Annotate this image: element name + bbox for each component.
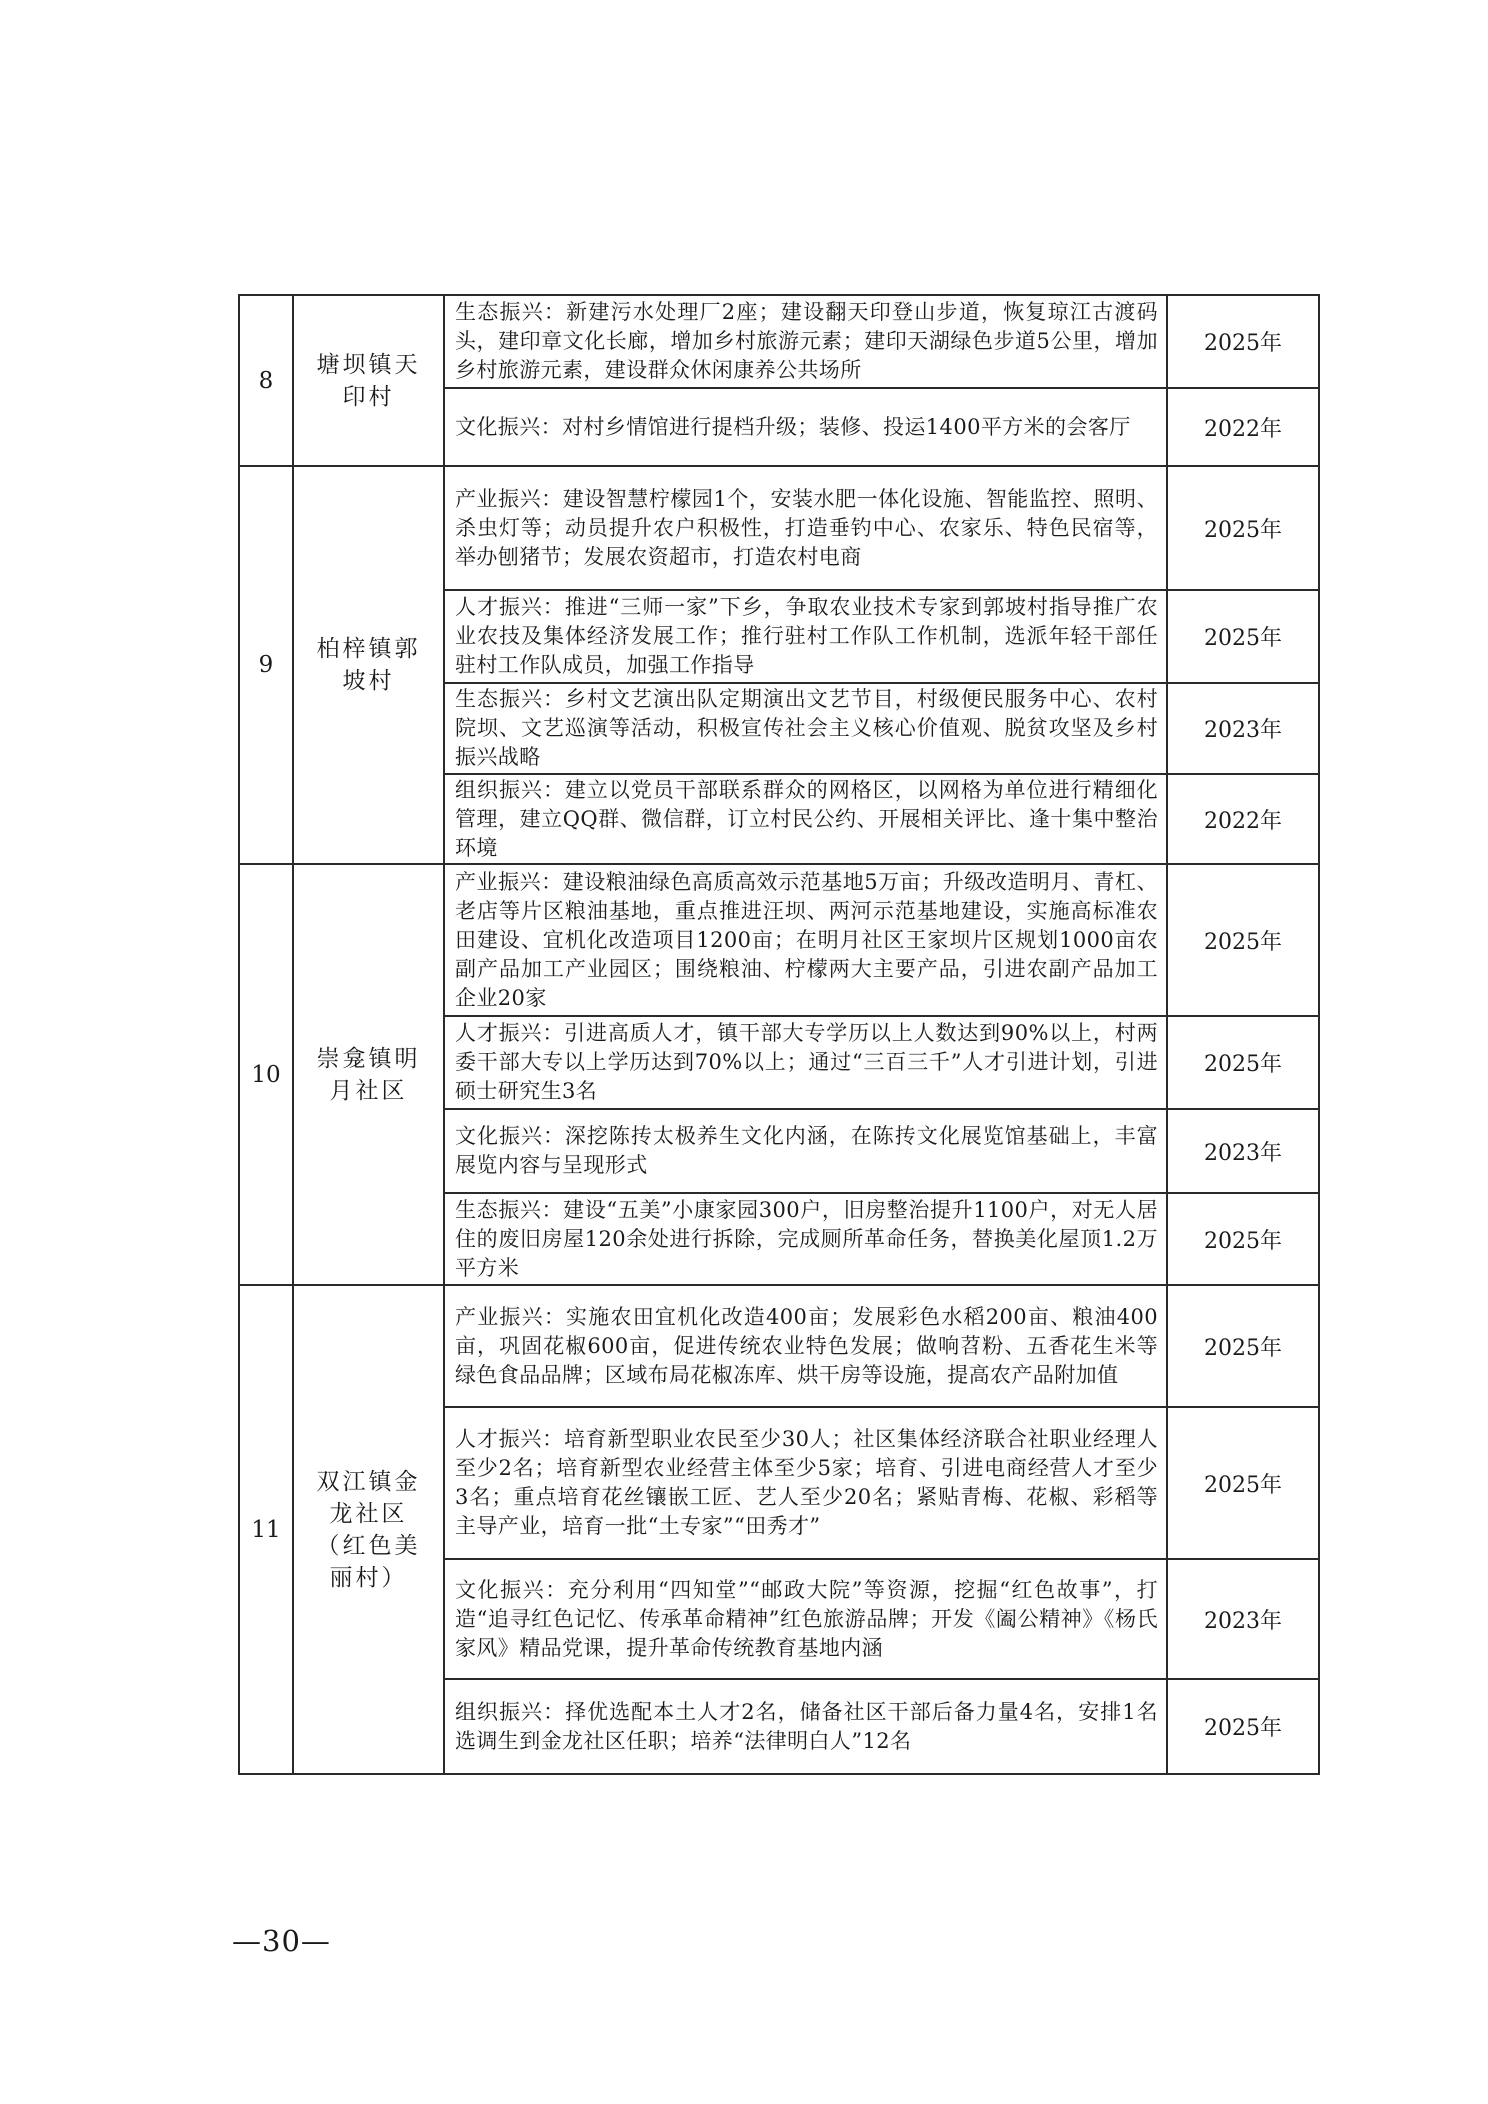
target-year: 2025年 [1167, 864, 1319, 1016]
village-name: 崇龛镇明月社区 [293, 864, 444, 1285]
project-table [238, 294, 1320, 1775]
task-description: 人才振兴：培育新型职业农民至少30人；社区集体经济联合社职业经理人至少2名；培育新型农业经营主体至少5家；培育、引进电商经营人才至少3名；重点培育花丝镶嵌工匠、艺人至少20名；紧贴青梅、花椒、彩稻等主导产业，培育一批“土专家”“田秀才” [444, 1407, 1167, 1559]
task-description: 人才振兴：引进高质人才，镇干部大专学历以上人数达到90%以上，村两委干部大专以上学历达到70%以上；通过“三百三千”人才引进计划，引进硕士研究生3名 [444, 1016, 1167, 1109]
task-description: 生态振兴：新建污水处理厂2座；建设翻天印登山步道，恢复琼江古渡码头，建印章文化长廊，增加乡村旅游元素；建印天湖绿色步道5公里，增加乡村旅游元素，建设群众休闲康养公共场所 [444, 295, 1167, 388]
village-name: 塘坝镇天印村 [293, 295, 444, 466]
target-year: 2025年 [1167, 1285, 1319, 1407]
page-number: —30— [232, 1924, 331, 1958]
table-row [239, 295, 1319, 388]
task-description: 生态振兴：建设“五美”小康家园300户，旧房整治提升1100户，对无人居住的废旧房屋120余处进行拆除，完成厕所革命任务，替换美化屋顶1.2万平方米 [444, 1193, 1167, 1285]
row-number: 9 [239, 466, 293, 864]
task-description: 人才振兴：推进“三师一家”下乡，争取农业技术专家到郭坡村指导推广农业农技及集体经济发展工作；推行驻村工作队工作机制，选派年轻干部任驻村工作队成员，加强工作指导 [444, 590, 1167, 683]
task-description: 产业振兴：建设粮油绿色高质高效示范基地5万亩；升级改造明月、青杠、老店等片区粮油基地，重点推进汪坝、两河示范基地建设，实施高标准农田建设、宜机化改造项目1200亩；在明月社区王家坝片区规划1000亩农副产品加工产业园区；围绕粮油、柠檬两大主要产品，引进农副产品加工企业20家 [444, 864, 1167, 1016]
task-description: 文化振兴：深挖陈抟太极养生文化内涵，在陈抟文化展览馆基础上，丰富展览内容与呈现形式 [444, 1109, 1167, 1193]
target-year: 2025年 [1167, 466, 1319, 590]
task-description: 文化振兴：对村乡情馆进行提档升级；装修、投运1400平方米的会客厅 [444, 388, 1167, 466]
task-description: 产业振兴：实施农田宜机化改造400亩；发展彩色水稻200亩、粮油400亩，巩固花椒600亩，促进传统农业特色发展；做响苕粉、五香花生米等绿色食品品牌；区域布局花椒冻库、烘干房等设施，提高农产品附加值 [444, 1285, 1167, 1407]
table-row [239, 1285, 1319, 1407]
target-year: 2023年 [1167, 683, 1319, 774]
task-description: 生态振兴：乡村文艺演出队定期演出文艺节目，村级便民服务中心、农村院坝、文艺巡演等活动，积极宣传社会主义核心价值观、脱贫攻坚及乡村振兴战略 [444, 683, 1167, 774]
target-year: 2023年 [1167, 1559, 1319, 1679]
target-year: 2025年 [1167, 1407, 1319, 1559]
row-number: 11 [239, 1285, 293, 1774]
target-year: 2022年 [1167, 388, 1319, 466]
village-name: 柏梓镇郭坡村 [293, 466, 444, 864]
row-number: 8 [239, 295, 293, 466]
target-year: 2022年 [1167, 774, 1319, 864]
table-row [239, 466, 1319, 590]
table-row [239, 864, 1319, 1016]
target-year: 2025年 [1167, 295, 1319, 388]
task-description: 组织振兴：建立以党员干部联系群众的网格区，以网格为单位进行精细化管理，建立QQ群、微信群，订立村民公约、开展相关评比、逢十集中整治环境 [444, 774, 1167, 864]
target-year: 2025年 [1167, 590, 1319, 683]
target-year: 2025年 [1167, 1193, 1319, 1285]
task-description: 产业振兴：建设智慧柠檬园1个，安装水肥一体化设施、智能监控、照明、杀虫灯等；动员提升农户积极性，打造垂钓中心、农家乐、特色民宿等，举办刨猪节；发展农资超市，打造农村电商 [444, 466, 1167, 590]
task-description: 组织振兴：择优选配本土人才2名，储备社区干部后备力量4名，安排1名选调生到金龙社区任职；培养“法律明白人”12名 [444, 1679, 1167, 1774]
village-name: 双江镇金龙社区（红色美丽村） [293, 1285, 444, 1774]
target-year: 2025年 [1167, 1679, 1319, 1774]
target-year: 2023年 [1167, 1109, 1319, 1193]
row-number: 10 [239, 864, 293, 1285]
task-description: 文化振兴：充分利用“四知堂”“邮政大院”等资源，挖掘“红色故事”，打造“追寻红色记忆、传承革命精神”红色旅游品牌；开发《阖公精神》《杨氏家风》精品党课，提升革命传统教育基地内涵 [444, 1559, 1167, 1679]
target-year: 2025年 [1167, 1016, 1319, 1109]
